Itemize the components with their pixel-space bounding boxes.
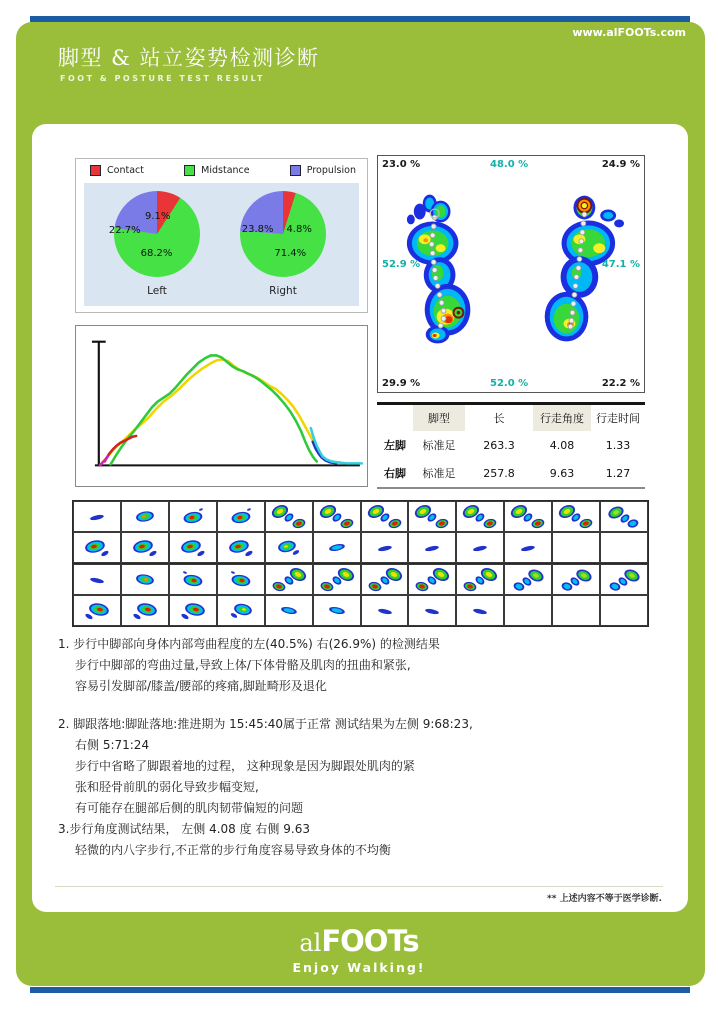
gait-frame-cell: [169, 595, 217, 626]
gait-frame-cell: [313, 595, 361, 626]
left-foot-pie-chart: [108, 191, 200, 277]
gait-frame-cell: [265, 532, 313, 563]
gait-frame-cell: [361, 595, 409, 626]
footer-divider: [55, 886, 663, 887]
right-pie-title: Right: [269, 285, 297, 297]
table-cell: 4.08: [549, 438, 575, 452]
pie-chart-background: [84, 183, 359, 306]
pct-bottom-left: 29.9 %: [382, 378, 421, 389]
pie-value-midstance: 68.2%: [140, 247, 173, 259]
gait-frame-cell: [408, 564, 456, 595]
logo-al: al: [299, 929, 322, 957]
findings-text: [58, 634, 662, 861]
table-header: 长: [493, 412, 505, 425]
gait-frame-cell: [121, 532, 169, 563]
gait-frame-cell: [408, 501, 456, 532]
left-foot-frames-table: [72, 500, 649, 564]
table-cell: 标准足: [422, 467, 456, 480]
foot-pressure-panel: [377, 155, 645, 393]
footprint-heatmaps: [378, 156, 644, 392]
gait-frame-cell: [121, 501, 169, 532]
website-url: www.alFOOTs.com: [572, 26, 686, 39]
table-header: 行走时间: [596, 412, 640, 425]
gait-frame-cell: [121, 595, 169, 626]
finding-line: 容易引发脚部/膝盖/腰部的疼痛,脚趾畸形及退化: [75, 679, 327, 693]
gait-frame-cell: [217, 532, 265, 563]
footer-logo: [0, 924, 718, 975]
gait-frame-cell: [600, 532, 648, 563]
gait-frame-cell: [265, 564, 313, 595]
gait-frame-cell: [504, 532, 552, 563]
gait-frame-cell: [121, 564, 169, 595]
midstance-swatch-icon: [184, 165, 195, 176]
gait-frame-cell: [169, 564, 217, 595]
table-cell: 257.8: [483, 466, 515, 480]
gait-frame-cell: [552, 564, 600, 595]
table-header: 脚型: [413, 405, 465, 431]
pressure-curve-panel: [75, 325, 368, 487]
gait-frame-cell: [552, 532, 600, 563]
gait-frame-cell: [600, 501, 648, 532]
gait-frame-cell: [217, 564, 265, 595]
measurements-table: [377, 402, 645, 489]
propulsion-swatch-icon: [290, 165, 301, 176]
gait-frame-row: [73, 595, 648, 626]
left-pie-title: Left: [147, 285, 167, 297]
gait-frame-cell: [73, 595, 121, 626]
page-title: 脚型 & 站立姿势检测诊断: [58, 46, 320, 70]
finding-line: 轻微的内八字步行,不正常的步行角度容易导致身体的不均衡: [75, 843, 391, 857]
finding-line: 有可能存在腿部后侧的肌肉韧带偏短的问题: [75, 801, 304, 815]
finding-line: 步行中脚部的弯曲过量,导致上体/下体骨骼及肌肉的扭曲和紧张,: [75, 658, 411, 672]
pct-top-left: 23.0 %: [382, 159, 421, 170]
legend-item-propulsion: [290, 165, 356, 176]
bottom-accent-bar: [30, 987, 690, 993]
gait-frame-cell: [504, 501, 552, 532]
gait-frame-cell: [600, 564, 648, 595]
table-cell: 1.33: [605, 438, 631, 452]
legend-item-contact: [90, 165, 144, 176]
pie-value-propulsion: 23.8%: [241, 223, 274, 235]
gait-frame-cell: [408, 595, 456, 626]
gait-frame-cell: [73, 501, 121, 532]
table-cell: 9.63: [549, 466, 575, 480]
gait-frame-cell: [361, 532, 409, 563]
gait-frame-cell: [217, 595, 265, 626]
table-cell: 1.27: [605, 466, 631, 480]
legend-label: Midstance: [201, 165, 250, 176]
logo-foots: FOOTs: [321, 924, 419, 958]
finding-line: 2. 脚跟落地:脚趾落地:推进期为 15:45:40属于正常 测试结果为左侧 9:68:23,: [58, 717, 473, 731]
right-foot-frames-table: [72, 563, 649, 627]
gait-frame-cell: [73, 532, 121, 563]
gait-frame-cell: [361, 564, 409, 595]
legend-item-midstance: [184, 165, 249, 176]
gait-frame-cell: [169, 501, 217, 532]
legend-label: Propulsion: [306, 165, 356, 176]
right-foot-pie-chart: [240, 191, 326, 277]
gait-frame-cell: [552, 595, 600, 626]
gait-frame-cell: [217, 501, 265, 532]
finding-line: 张和胫骨前肌的弱化导致步幅变短,: [75, 780, 259, 794]
gait-frame-cell: [265, 501, 313, 532]
gait-frame-cell: [361, 501, 409, 532]
gait-frame-cell: [265, 595, 313, 626]
gait-frame-cell: [313, 501, 361, 532]
pressure-curve-chart: [76, 326, 366, 485]
finding-line: 3.步行角度测试结果， 左侧 4.08 度 右侧 9.63: [58, 822, 310, 836]
gait-frame-cell: [600, 595, 648, 626]
gait-frame-cell: [169, 532, 217, 563]
gait-frame-row: [73, 501, 648, 532]
gait-frame-cell: [456, 532, 504, 563]
page-subtitle: FOOT & POSTURE TEST RESULT: [60, 74, 265, 83]
gait-frame-cell: [456, 564, 504, 595]
pie-value-propulsion: 22.7%: [108, 224, 141, 236]
pct-top-center: 48.0 %: [490, 159, 529, 170]
gait-frame-cell: [408, 532, 456, 563]
table-cell: 左脚: [384, 439, 406, 452]
phase-legend: [90, 165, 356, 176]
gait-frame-row: [73, 564, 648, 595]
gait-frame-cell: [552, 501, 600, 532]
gait-frame-cell: [313, 532, 361, 563]
gait-frame-cell: [504, 595, 552, 626]
table-cell: 标准足: [422, 439, 456, 452]
gait-frame-row: [73, 532, 648, 563]
table-cell: 右脚: [384, 467, 406, 480]
finding-line: 1. 步行中脚部向身体内部弯曲程度的左(40.5%) 右(26.9%) 的检测结果: [58, 637, 440, 651]
gait-frame-cell: [73, 564, 121, 595]
table-header: 行走角度: [533, 405, 591, 431]
finding-line: 步行中省略了脚跟着地的过程， 这种现象是因为脚跟处肌肉的紧: [75, 759, 415, 773]
gait-frame-cell: [504, 564, 552, 595]
pie-value-midstance: 71.4%: [274, 247, 307, 259]
gait-frame-cell: [456, 501, 504, 532]
pct-bottom-center: 52.0 %: [490, 378, 529, 389]
contact-swatch-icon: [90, 165, 101, 176]
pie-value-contact: 9.1%: [144, 210, 171, 222]
finding-line: 右侧 5:71:24: [75, 738, 150, 752]
pct-mid-left: 52.9 %: [382, 259, 421, 270]
gait-frame-cell: [456, 595, 504, 626]
logo-text: [0, 924, 718, 958]
gait-frame-cell: [313, 564, 361, 595]
logo-tagline: Enjoy Walking!: [292, 960, 426, 975]
gait-frames-grid: [72, 500, 649, 627]
pie-value-contact: 4.8%: [286, 223, 312, 235]
pct-top-right: 24.9 %: [601, 159, 640, 170]
table-cell: 263.3: [483, 438, 515, 452]
phase-pie-panel: [75, 158, 368, 313]
disclaimer-note: ** 上述内容不等于医学诊断.: [547, 894, 662, 904]
pct-bottom-right: 22.2 %: [601, 378, 640, 389]
legend-label: Contact: [107, 165, 144, 176]
table-header: [377, 405, 413, 431]
pct-mid-right: 47.1 %: [601, 259, 640, 270]
